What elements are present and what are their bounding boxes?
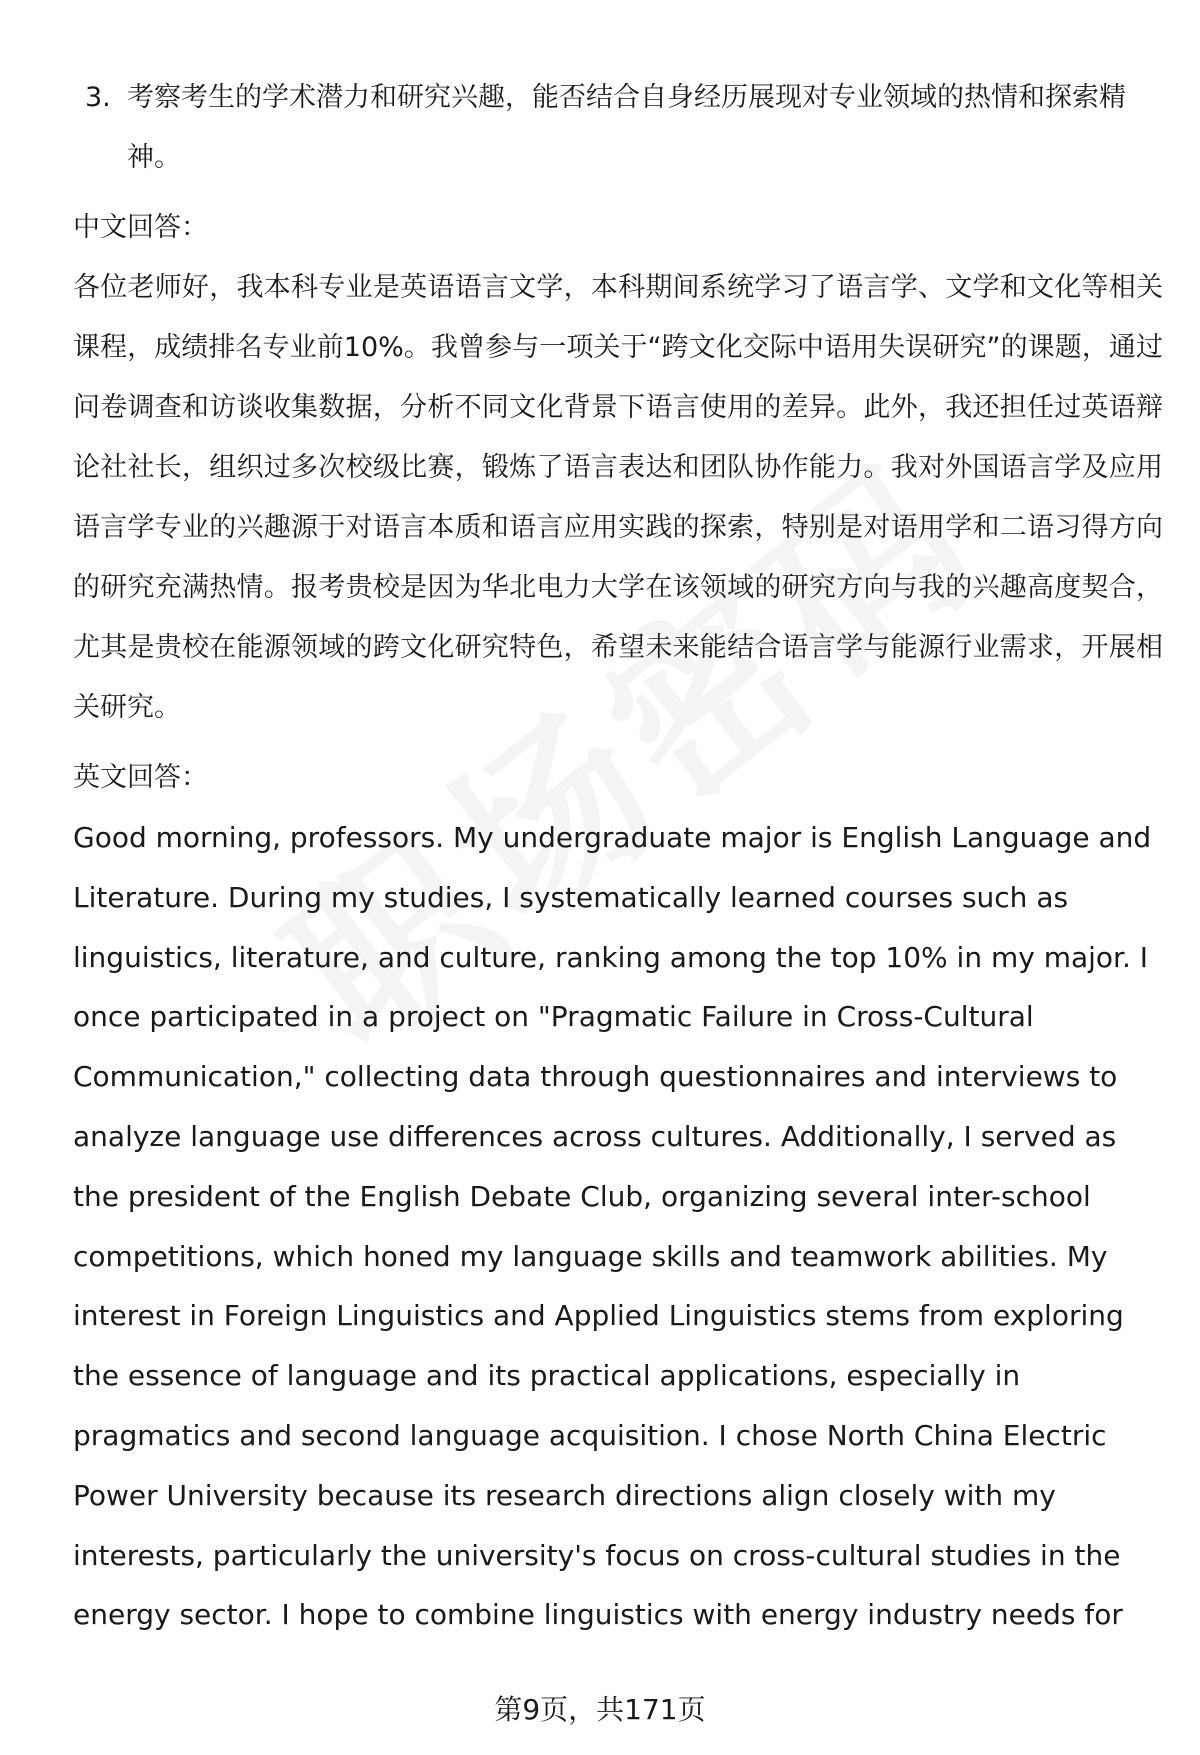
english-answer-text: Good morning, professors. My undergraduate major is English Language and Literature. During my studies, I systematically learned courses such as linguistics, literature, and culture, ranking among the top 10% in my major. I once participated in a project on "Pragmatic Failure in Cross-Cultural Communication," collecting data through questionnaires and interviews to analyze language use differences across cultures. Additionally, I served as the president of the English Debate Club, organizing several inter-school competitions, which honed my language skills and teamwork abilities. My interest in Foreign Linguistics and Applied Linguistics stems from exploring the essence of language and its practical applications, especially in pragmatics and second language acquisition. I chose North China Electric Power University because its research directions align closely with my interests, particularly the university's focus on cross-cultural studies in the energy sector. I hope to combine linguistics with energy industry needs for [73,821,1152,1632]
numbered-criterion [73,68,1163,188]
chinese-answer-text: 各位老师好，我本科专业是英语语言文学，本科期间系统学习了语言学、文学和文化等相关课程，成绩排名专业前10%。我曾参与一项关于“跨文化交际中语用失误研究”的课题，通过问卷调查和访谈收集数据，分析不同文化背景下语言使用的差异。此外，我还担任过英语辩论社社长，组织过多次校级比赛，锻炼了语言表达和团队协作能力。我对外国语言学及应用语言学专业的兴趣源于对语言本质和语言应用实践的探索，特别是对语用学和二语习得方向的研究充满热情。报考贵校是因为华北电力大学在该领域的研究方向与我的兴趣高度契合，尤其是贵校在能源领域的跨文化研究特色，希望未来能结合语言学与能源行业需求，开展相关研究。 [73,272,1163,723]
page-number: 第9页，共171页 [494,1693,706,1726]
chinese-answer-label: 中文回答： [73,212,208,243]
english-answer-label: 英文回答： [73,762,208,793]
page-content [73,68,1163,1645]
criterion-number: 3. [85,82,111,113]
criterion-text: 考察考生的学术潜力和研究兴趣，能否结合自身经历展现对专业领域的热情和探索精神。 [127,82,1126,173]
